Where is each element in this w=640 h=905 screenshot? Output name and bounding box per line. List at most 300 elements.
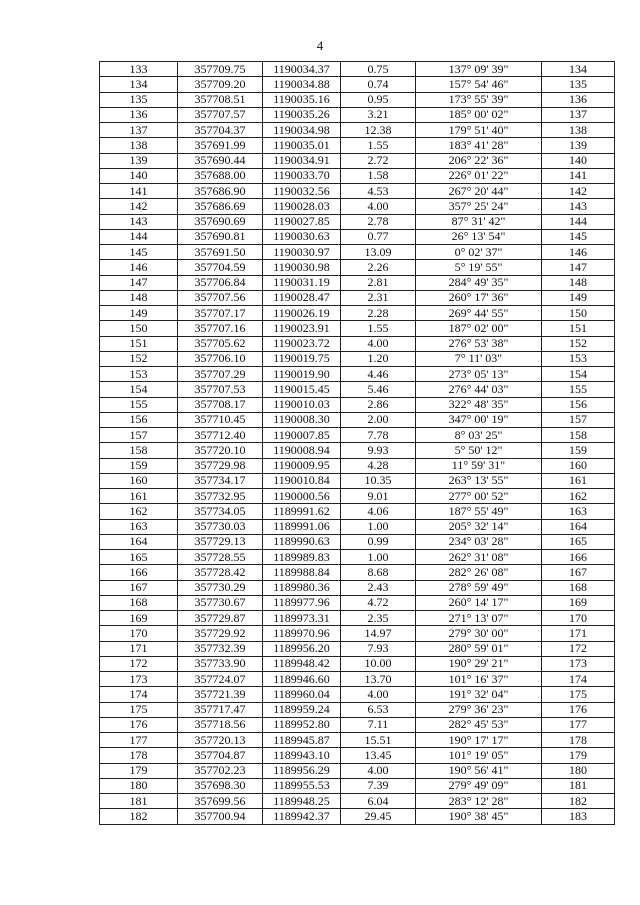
table-row <box>100 367 615 382</box>
distance-cell: 10.00 <box>341 656 416 671</box>
point-to-cell: 169 <box>542 595 615 610</box>
point-to-cell: 170 <box>542 611 615 626</box>
bearing-cell: 277° 00' 52" <box>416 489 542 504</box>
point-from-cell: 162 <box>100 504 178 519</box>
bearing-cell: 279° 30' 00" <box>416 626 542 641</box>
distance-cell: 4.00 <box>341 336 416 351</box>
distance-cell: 2.26 <box>341 260 416 275</box>
x-coordinate-cell: 357708.17 <box>178 397 263 412</box>
bearing-cell: 283° 12' 28" <box>416 794 542 809</box>
distance-cell: 4.00 <box>341 763 416 778</box>
x-coordinate-cell: 357728.42 <box>178 565 263 580</box>
point-from-cell: 168 <box>100 595 178 610</box>
y-coordinate-cell: 1190028.47 <box>263 290 341 305</box>
point-from-cell: 152 <box>100 351 178 366</box>
y-coordinate-cell: 1190000.56 <box>263 489 341 504</box>
table-row <box>100 321 615 336</box>
bearing-cell: 137° 09' 39" <box>416 62 542 77</box>
x-coordinate-cell: 357712.40 <box>178 428 263 443</box>
x-coordinate-cell: 357733.90 <box>178 656 263 671</box>
table-row <box>100 809 615 824</box>
x-coordinate-cell: 357720.13 <box>178 733 263 748</box>
point-from-cell: 156 <box>100 412 178 427</box>
distance-cell: 2.00 <box>341 412 416 427</box>
distance-cell: 0.95 <box>341 92 416 107</box>
distance-cell: 0.77 <box>341 229 416 244</box>
y-coordinate-cell: 1189970.96 <box>263 626 341 641</box>
x-coordinate-cell: 357702.23 <box>178 763 263 778</box>
point-to-cell: 168 <box>542 580 615 595</box>
distance-cell: 0.74 <box>341 77 416 92</box>
bearing-cell: 347° 00' 19" <box>416 412 542 427</box>
y-coordinate-cell: 1190027.85 <box>263 214 341 229</box>
table-row <box>100 656 615 671</box>
distance-cell: 4.00 <box>341 687 416 702</box>
distance-cell: 5.46 <box>341 382 416 397</box>
point-from-cell: 153 <box>100 367 178 382</box>
y-coordinate-cell: 1189959.24 <box>263 702 341 717</box>
bearing-cell: 282° 45' 53" <box>416 717 542 732</box>
table-row <box>100 214 615 229</box>
table-row <box>100 763 615 778</box>
table-row <box>100 382 615 397</box>
bearing-cell: 191° 32' 04" <box>416 687 542 702</box>
bearing-cell: 26° 13' 54" <box>416 229 542 244</box>
bearing-cell: 190° 56' 41" <box>416 763 542 778</box>
bearing-cell: 173° 55' 39" <box>416 92 542 107</box>
point-from-cell: 173 <box>100 672 178 687</box>
x-coordinate-cell: 357704.87 <box>178 748 263 763</box>
bearing-cell: 7° 11' 03" <box>416 351 542 366</box>
distance-cell: 6.04 <box>341 794 416 809</box>
x-coordinate-cell: 357721.39 <box>178 687 263 702</box>
distance-cell: 13.70 <box>341 672 416 687</box>
y-coordinate-cell: 1190007.85 <box>263 428 341 443</box>
x-coordinate-cell: 357728.55 <box>178 550 263 565</box>
y-coordinate-cell: 1189956.29 <box>263 763 341 778</box>
y-coordinate-cell: 1190034.88 <box>263 77 341 92</box>
point-to-cell: 167 <box>542 565 615 580</box>
distance-cell: 2.78 <box>341 214 416 229</box>
y-coordinate-cell: 1189960.04 <box>263 687 341 702</box>
x-coordinate-cell: 357686.69 <box>178 199 263 214</box>
y-coordinate-cell: 1189946.60 <box>263 672 341 687</box>
x-coordinate-cell: 357729.92 <box>178 626 263 641</box>
bearing-cell: 5° 50' 12" <box>416 443 542 458</box>
point-to-cell: 145 <box>542 229 615 244</box>
point-from-cell: 171 <box>100 641 178 656</box>
y-coordinate-cell: 1190019.90 <box>263 367 341 382</box>
point-from-cell: 163 <box>100 519 178 534</box>
table-row <box>100 306 615 321</box>
y-coordinate-cell: 1189980.36 <box>263 580 341 595</box>
point-to-cell: 175 <box>542 687 615 702</box>
y-coordinate-cell: 1189991.62 <box>263 504 341 519</box>
point-to-cell: 183 <box>542 809 615 824</box>
table-row <box>100 62 615 77</box>
x-coordinate-cell: 357707.57 <box>178 107 263 122</box>
point-to-cell: 137 <box>542 107 615 122</box>
table-row <box>100 550 615 565</box>
point-to-cell: 156 <box>542 397 615 412</box>
x-coordinate-cell: 357734.05 <box>178 504 263 519</box>
point-to-cell: 177 <box>542 717 615 732</box>
point-from-cell: 136 <box>100 107 178 122</box>
distance-cell: 12.38 <box>341 123 416 138</box>
bearing-cell: 271° 13' 07" <box>416 611 542 626</box>
distance-cell: 1.00 <box>341 550 416 565</box>
bearing-cell: 279° 36' 23" <box>416 702 542 717</box>
bearing-cell: 190° 29' 21" <box>416 656 542 671</box>
point-to-cell: 171 <box>542 626 615 641</box>
bearing-cell: 187° 55' 49" <box>416 504 542 519</box>
point-to-cell: 164 <box>542 519 615 534</box>
point-to-cell: 160 <box>542 458 615 473</box>
bearing-cell: 187° 02' 00" <box>416 321 542 336</box>
y-coordinate-cell: 1190019.75 <box>263 351 341 366</box>
y-coordinate-cell: 1190035.01 <box>263 138 341 153</box>
y-coordinate-cell: 1190033.70 <box>263 168 341 183</box>
point-from-cell: 155 <box>100 397 178 412</box>
bearing-cell: 157° 54' 46" <box>416 77 542 92</box>
point-to-cell: 178 <box>542 733 615 748</box>
table-row <box>100 473 615 488</box>
point-to-cell: 142 <box>542 184 615 199</box>
y-coordinate-cell: 1189948.25 <box>263 794 341 809</box>
x-coordinate-cell: 357705.62 <box>178 336 263 351</box>
point-from-cell: 137 <box>100 123 178 138</box>
y-coordinate-cell: 1189952.80 <box>263 717 341 732</box>
point-from-cell: 169 <box>100 611 178 626</box>
table-row <box>100 534 615 549</box>
point-from-cell: 139 <box>100 153 178 168</box>
bearing-cell: 282° 26' 08" <box>416 565 542 580</box>
bearing-cell: 357° 25' 24" <box>416 199 542 214</box>
bearing-cell: 273° 05' 13" <box>416 367 542 382</box>
bearing-cell: 87° 31' 42" <box>416 214 542 229</box>
bearing-cell: 183° 41' 28" <box>416 138 542 153</box>
x-coordinate-cell: 357707.17 <box>178 306 263 321</box>
table-row <box>100 702 615 717</box>
point-from-cell: 160 <box>100 473 178 488</box>
point-to-cell: 166 <box>542 550 615 565</box>
bearing-cell: 5° 19' 55" <box>416 260 542 275</box>
point-from-cell: 157 <box>100 428 178 443</box>
point-to-cell: 140 <box>542 153 615 168</box>
bearing-cell: 260° 14' 17" <box>416 595 542 610</box>
bearing-cell: 262° 31' 08" <box>416 550 542 565</box>
x-coordinate-cell: 357691.99 <box>178 138 263 153</box>
y-coordinate-cell: 1190008.30 <box>263 412 341 427</box>
x-coordinate-cell: 357707.16 <box>178 321 263 336</box>
distance-cell: 0.75 <box>341 62 416 77</box>
bearing-cell: 279° 49' 09" <box>416 778 542 793</box>
point-from-cell: 150 <box>100 321 178 336</box>
coordinates-table <box>99 61 615 825</box>
bearing-cell: 206° 22' 36" <box>416 153 542 168</box>
y-coordinate-cell: 1189988.84 <box>263 565 341 580</box>
point-from-cell: 182 <box>100 809 178 824</box>
point-to-cell: 138 <box>542 123 615 138</box>
x-coordinate-cell: 357706.84 <box>178 275 263 290</box>
point-to-cell: 134 <box>542 62 615 77</box>
point-to-cell: 136 <box>542 92 615 107</box>
y-coordinate-cell: 1190010.03 <box>263 397 341 412</box>
x-coordinate-cell: 357690.69 <box>178 214 263 229</box>
table-row <box>100 443 615 458</box>
distance-cell: 4.00 <box>341 199 416 214</box>
point-to-cell: 157 <box>542 412 615 427</box>
table-row <box>100 458 615 473</box>
point-to-cell: 172 <box>542 641 615 656</box>
x-coordinate-cell: 357686.90 <box>178 184 263 199</box>
distance-cell: 1.00 <box>341 519 416 534</box>
table-row <box>100 153 615 168</box>
table-row <box>100 336 615 351</box>
table-row <box>100 687 615 702</box>
y-coordinate-cell: 1190034.98 <box>263 123 341 138</box>
point-to-cell: 141 <box>542 168 615 183</box>
y-coordinate-cell: 1189973.31 <box>263 611 341 626</box>
bearing-cell: 276° 44' 03" <box>416 382 542 397</box>
table-row <box>100 123 615 138</box>
x-coordinate-cell: 357729.87 <box>178 611 263 626</box>
point-from-cell: 159 <box>100 458 178 473</box>
point-from-cell: 175 <box>100 702 178 717</box>
bearing-cell: 322° 48' 35" <box>416 397 542 412</box>
table-row <box>100 641 615 656</box>
y-coordinate-cell: 1190023.91 <box>263 321 341 336</box>
distance-cell: 2.28 <box>341 306 416 321</box>
x-coordinate-cell: 357704.37 <box>178 123 263 138</box>
table-row <box>100 794 615 809</box>
y-coordinate-cell: 1189955.53 <box>263 778 341 793</box>
table-row <box>100 489 615 504</box>
x-coordinate-cell: 357732.39 <box>178 641 263 656</box>
table-row <box>100 565 615 580</box>
point-to-cell: 176 <box>542 702 615 717</box>
table-row <box>100 184 615 199</box>
point-from-cell: 151 <box>100 336 178 351</box>
point-to-cell: 135 <box>542 77 615 92</box>
x-coordinate-cell: 357730.03 <box>178 519 263 534</box>
point-from-cell: 154 <box>100 382 178 397</box>
bearing-cell: 234° 03' 28" <box>416 534 542 549</box>
bearing-cell: 179° 51' 40" <box>416 123 542 138</box>
distance-cell: 1.20 <box>341 351 416 366</box>
point-to-cell: 152 <box>542 336 615 351</box>
distance-cell: 8.68 <box>341 565 416 580</box>
y-coordinate-cell: 1189942.37 <box>263 809 341 824</box>
point-to-cell: 148 <box>542 275 615 290</box>
x-coordinate-cell: 357709.75 <box>178 62 263 77</box>
distance-cell: 4.06 <box>341 504 416 519</box>
bearing-cell: 8° 03' 25" <box>416 428 542 443</box>
point-to-cell: 146 <box>542 245 615 260</box>
distance-cell: 2.86 <box>341 397 416 412</box>
point-to-cell: 143 <box>542 199 615 214</box>
y-coordinate-cell: 1190026.19 <box>263 306 341 321</box>
distance-cell: 7.11 <box>341 717 416 732</box>
table-row <box>100 733 615 748</box>
bearing-cell: 263° 13' 55" <box>416 473 542 488</box>
point-to-cell: 151 <box>542 321 615 336</box>
point-from-cell: 177 <box>100 733 178 748</box>
table-row <box>100 245 615 260</box>
x-coordinate-cell: 357707.53 <box>178 382 263 397</box>
distance-cell: 2.31 <box>341 290 416 305</box>
table-row <box>100 351 615 366</box>
point-to-cell: 139 <box>542 138 615 153</box>
point-to-cell: 149 <box>542 290 615 305</box>
distance-cell: 0.99 <box>341 534 416 549</box>
table-row <box>100 626 615 641</box>
x-coordinate-cell: 357720.10 <box>178 443 263 458</box>
point-from-cell: 148 <box>100 290 178 305</box>
table-row <box>100 519 615 534</box>
point-from-cell: 146 <box>100 260 178 275</box>
point-from-cell: 170 <box>100 626 178 641</box>
y-coordinate-cell: 1190035.26 <box>263 107 341 122</box>
point-from-cell: 134 <box>100 77 178 92</box>
x-coordinate-cell: 357690.81 <box>178 229 263 244</box>
x-coordinate-cell: 357724.07 <box>178 672 263 687</box>
point-from-cell: 178 <box>100 748 178 763</box>
distance-cell: 14.97 <box>341 626 416 641</box>
point-to-cell: 162 <box>542 489 615 504</box>
point-from-cell: 133 <box>100 62 178 77</box>
y-coordinate-cell: 1190010.84 <box>263 473 341 488</box>
x-coordinate-cell: 357700.94 <box>178 809 263 824</box>
x-coordinate-cell: 357707.56 <box>178 290 263 305</box>
y-coordinate-cell: 1189989.83 <box>263 550 341 565</box>
y-coordinate-cell: 1189943.10 <box>263 748 341 763</box>
x-coordinate-cell: 357730.29 <box>178 580 263 595</box>
bearing-cell: 190° 17' 17" <box>416 733 542 748</box>
x-coordinate-cell: 357690.44 <box>178 153 263 168</box>
point-to-cell: 147 <box>542 260 615 275</box>
point-to-cell: 153 <box>542 351 615 366</box>
point-from-cell: 158 <box>100 443 178 458</box>
page-number: 4 <box>316 38 324 53</box>
point-to-cell: 180 <box>542 763 615 778</box>
bearing-cell: 205° 32' 14" <box>416 519 542 534</box>
distance-cell: 10.35 <box>341 473 416 488</box>
y-coordinate-cell: 1190034.91 <box>263 153 341 168</box>
distance-cell: 1.58 <box>341 168 416 183</box>
x-coordinate-cell: 357717.47 <box>178 702 263 717</box>
point-to-cell: 150 <box>542 306 615 321</box>
y-coordinate-cell: 1190015.45 <box>263 382 341 397</box>
point-from-cell: 179 <box>100 763 178 778</box>
point-from-cell: 166 <box>100 565 178 580</box>
table-body <box>100 62 615 825</box>
point-to-cell: 174 <box>542 672 615 687</box>
point-from-cell: 180 <box>100 778 178 793</box>
x-coordinate-cell: 357718.56 <box>178 717 263 732</box>
y-coordinate-cell: 1190035.16 <box>263 92 341 107</box>
point-from-cell: 144 <box>100 229 178 244</box>
y-coordinate-cell: 1189945.87 <box>263 733 341 748</box>
distance-cell: 2.72 <box>341 153 416 168</box>
x-coordinate-cell: 357699.56 <box>178 794 263 809</box>
point-from-cell: 147 <box>100 275 178 290</box>
point-from-cell: 138 <box>100 138 178 153</box>
bearing-cell: 260° 17' 36" <box>416 290 542 305</box>
table-row <box>100 138 615 153</box>
bearing-cell: 269° 44' 55" <box>416 306 542 321</box>
point-from-cell: 145 <box>100 245 178 260</box>
table-row <box>100 672 615 687</box>
x-coordinate-cell: 357730.67 <box>178 595 263 610</box>
table-row <box>100 717 615 732</box>
y-coordinate-cell: 1190023.72 <box>263 336 341 351</box>
point-from-cell: 165 <box>100 550 178 565</box>
point-from-cell: 164 <box>100 534 178 549</box>
table-row <box>100 412 615 427</box>
y-coordinate-cell: 1189948.42 <box>263 656 341 671</box>
distance-cell: 4.46 <box>341 367 416 382</box>
point-from-cell: 142 <box>100 199 178 214</box>
point-to-cell: 155 <box>542 382 615 397</box>
table-row <box>100 260 615 275</box>
table-row <box>100 107 615 122</box>
y-coordinate-cell: 1190031.19 <box>263 275 341 290</box>
distance-cell: 13.09 <box>341 245 416 260</box>
point-from-cell: 181 <box>100 794 178 809</box>
point-to-cell: 144 <box>542 214 615 229</box>
point-from-cell: 149 <box>100 306 178 321</box>
table-row <box>100 580 615 595</box>
distance-cell: 1.55 <box>341 138 416 153</box>
table-row <box>100 199 615 214</box>
point-to-cell: 161 <box>542 473 615 488</box>
bearing-cell: 280° 59' 01" <box>416 641 542 656</box>
bearing-cell: 101° 16' 37" <box>416 672 542 687</box>
y-coordinate-cell: 1190009.95 <box>263 458 341 473</box>
y-coordinate-cell: 1189956.20 <box>263 641 341 656</box>
point-from-cell: 174 <box>100 687 178 702</box>
bearing-cell: 101° 19' 05" <box>416 748 542 763</box>
point-from-cell: 176 <box>100 717 178 732</box>
x-coordinate-cell: 357734.17 <box>178 473 263 488</box>
distance-cell: 13.45 <box>341 748 416 763</box>
distance-cell: 2.43 <box>341 580 416 595</box>
point-from-cell: 141 <box>100 184 178 199</box>
distance-cell: 4.53 <box>341 184 416 199</box>
bearing-cell: 226° 01' 22" <box>416 168 542 183</box>
table-row <box>100 275 615 290</box>
y-coordinate-cell: 1190032.56 <box>263 184 341 199</box>
table-row <box>100 168 615 183</box>
distance-cell: 2.35 <box>341 611 416 626</box>
y-coordinate-cell: 1189991.06 <box>263 519 341 534</box>
y-coordinate-cell: 1190030.97 <box>263 245 341 260</box>
distance-cell: 4.72 <box>341 595 416 610</box>
table-row <box>100 428 615 443</box>
table-row <box>100 92 615 107</box>
table-row <box>100 611 615 626</box>
y-coordinate-cell: 1190008.94 <box>263 443 341 458</box>
x-coordinate-cell: 357729.13 <box>178 534 263 549</box>
x-coordinate-cell: 357710.45 <box>178 412 263 427</box>
x-coordinate-cell: 357709.20 <box>178 77 263 92</box>
point-to-cell: 182 <box>542 794 615 809</box>
point-to-cell: 158 <box>542 428 615 443</box>
bearing-cell: 0° 02' 37" <box>416 245 542 260</box>
table-row <box>100 595 615 610</box>
point-from-cell: 143 <box>100 214 178 229</box>
